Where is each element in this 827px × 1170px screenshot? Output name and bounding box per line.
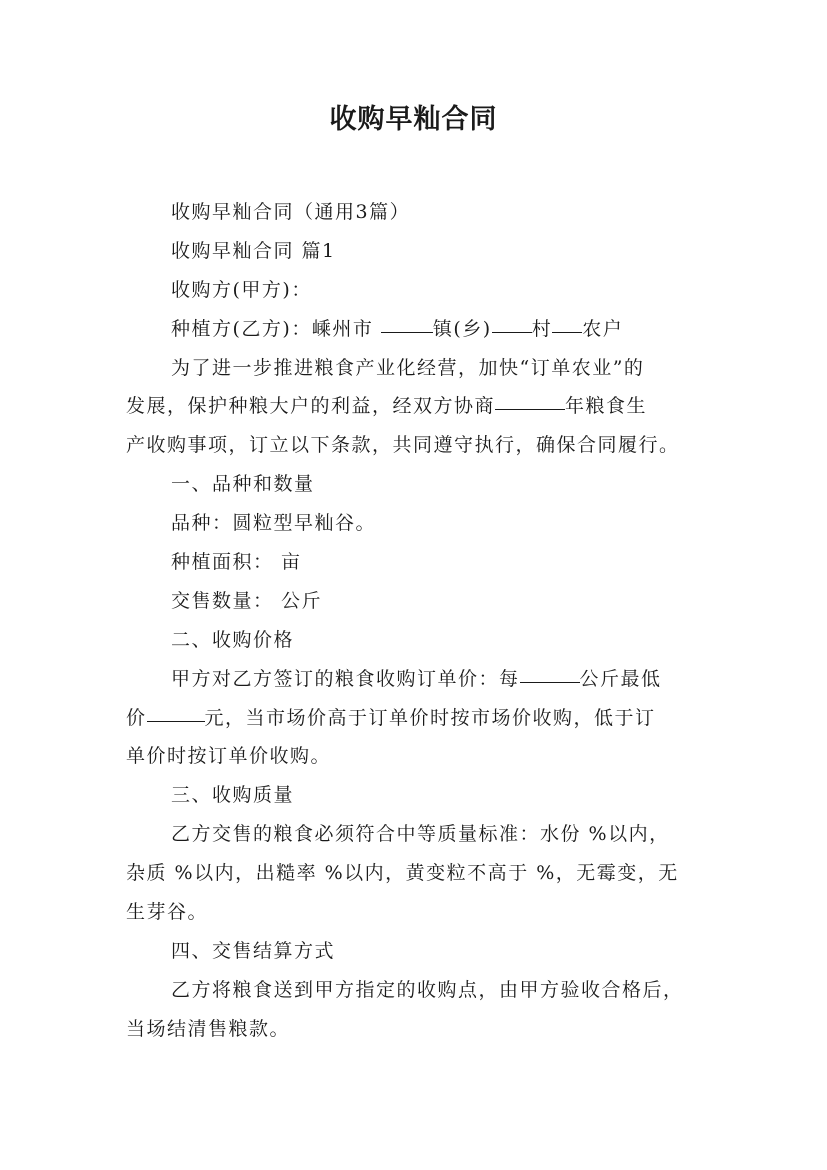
text-segment: 种植方(乙方)：嵊州市 xyxy=(171,317,381,340)
text-line: 交售数量： 公斤 xyxy=(171,589,323,612)
text-line: 产收购事项，订立以下条款，共同遵守执行，确保合同履行。 xyxy=(126,434,680,457)
text-segment: 年粮食生 xyxy=(565,395,648,418)
text-line: 收购早籼合同 篇1 xyxy=(171,239,336,262)
blank-underline xyxy=(552,314,582,333)
blank-underline xyxy=(147,703,205,722)
section-heading: 四、交售结算方式 xyxy=(171,939,336,962)
section-heading: 一、品种和数量 xyxy=(171,473,315,496)
section-heading: 二、收购价格 xyxy=(171,628,295,651)
text-line: 杂质 %以内，出糙率 %以内，黄变粒不高于 %，无霉变，无 xyxy=(126,862,679,885)
text-line: 为了进一步推进粮食产业化经营，加快“订单农业”的 xyxy=(171,356,645,379)
text-segment: 镇(乡) xyxy=(432,317,492,340)
text-segment: 价 xyxy=(126,706,147,729)
text-line: 单价时按订单价收购。 xyxy=(126,745,332,768)
blank-underline xyxy=(381,314,433,333)
text-line xyxy=(126,310,706,349)
text-line: 当场结清售粮款。 xyxy=(126,1017,291,1040)
text-segment: 发展，保护种粮大户的利益，经双方协商 xyxy=(126,395,496,418)
document-title: 收购早籼合同 xyxy=(329,104,498,135)
blank-underline xyxy=(495,391,565,410)
text-line: 乙方交售的粮食必须符合中等质量标准：水份 %以内， xyxy=(171,823,670,846)
text-line: 乙方将粮食送到甲方指定的收购点，由甲方验收合格后， xyxy=(171,978,684,1001)
text-line: 收购方(甲方)： xyxy=(171,278,312,301)
document-body xyxy=(126,193,706,1049)
text-segment: 甲方对乙方签订的粮食收购订单价：每 xyxy=(171,667,520,690)
text-line xyxy=(126,660,706,699)
text-segment: 元，当市场价高于订单价时按市场价收购，低于订 xyxy=(204,706,656,729)
text-line xyxy=(126,699,706,738)
section-heading: 三、收购质量 xyxy=(171,784,295,807)
text-line: 收购早籼合同（通用3篇） xyxy=(171,201,411,223)
text-line: 种植面积： 亩 xyxy=(171,551,302,574)
text-line: 生芽谷。 xyxy=(126,901,209,924)
blank-underline xyxy=(520,664,580,683)
blank-underline xyxy=(492,314,532,333)
text-segment: 农户 xyxy=(582,317,624,340)
text-segment: 公斤最低 xyxy=(579,667,662,690)
text-line xyxy=(126,387,706,426)
text-segment: 村 xyxy=(531,317,553,340)
text-line: 品种：圆粒型早籼谷。 xyxy=(171,512,377,535)
